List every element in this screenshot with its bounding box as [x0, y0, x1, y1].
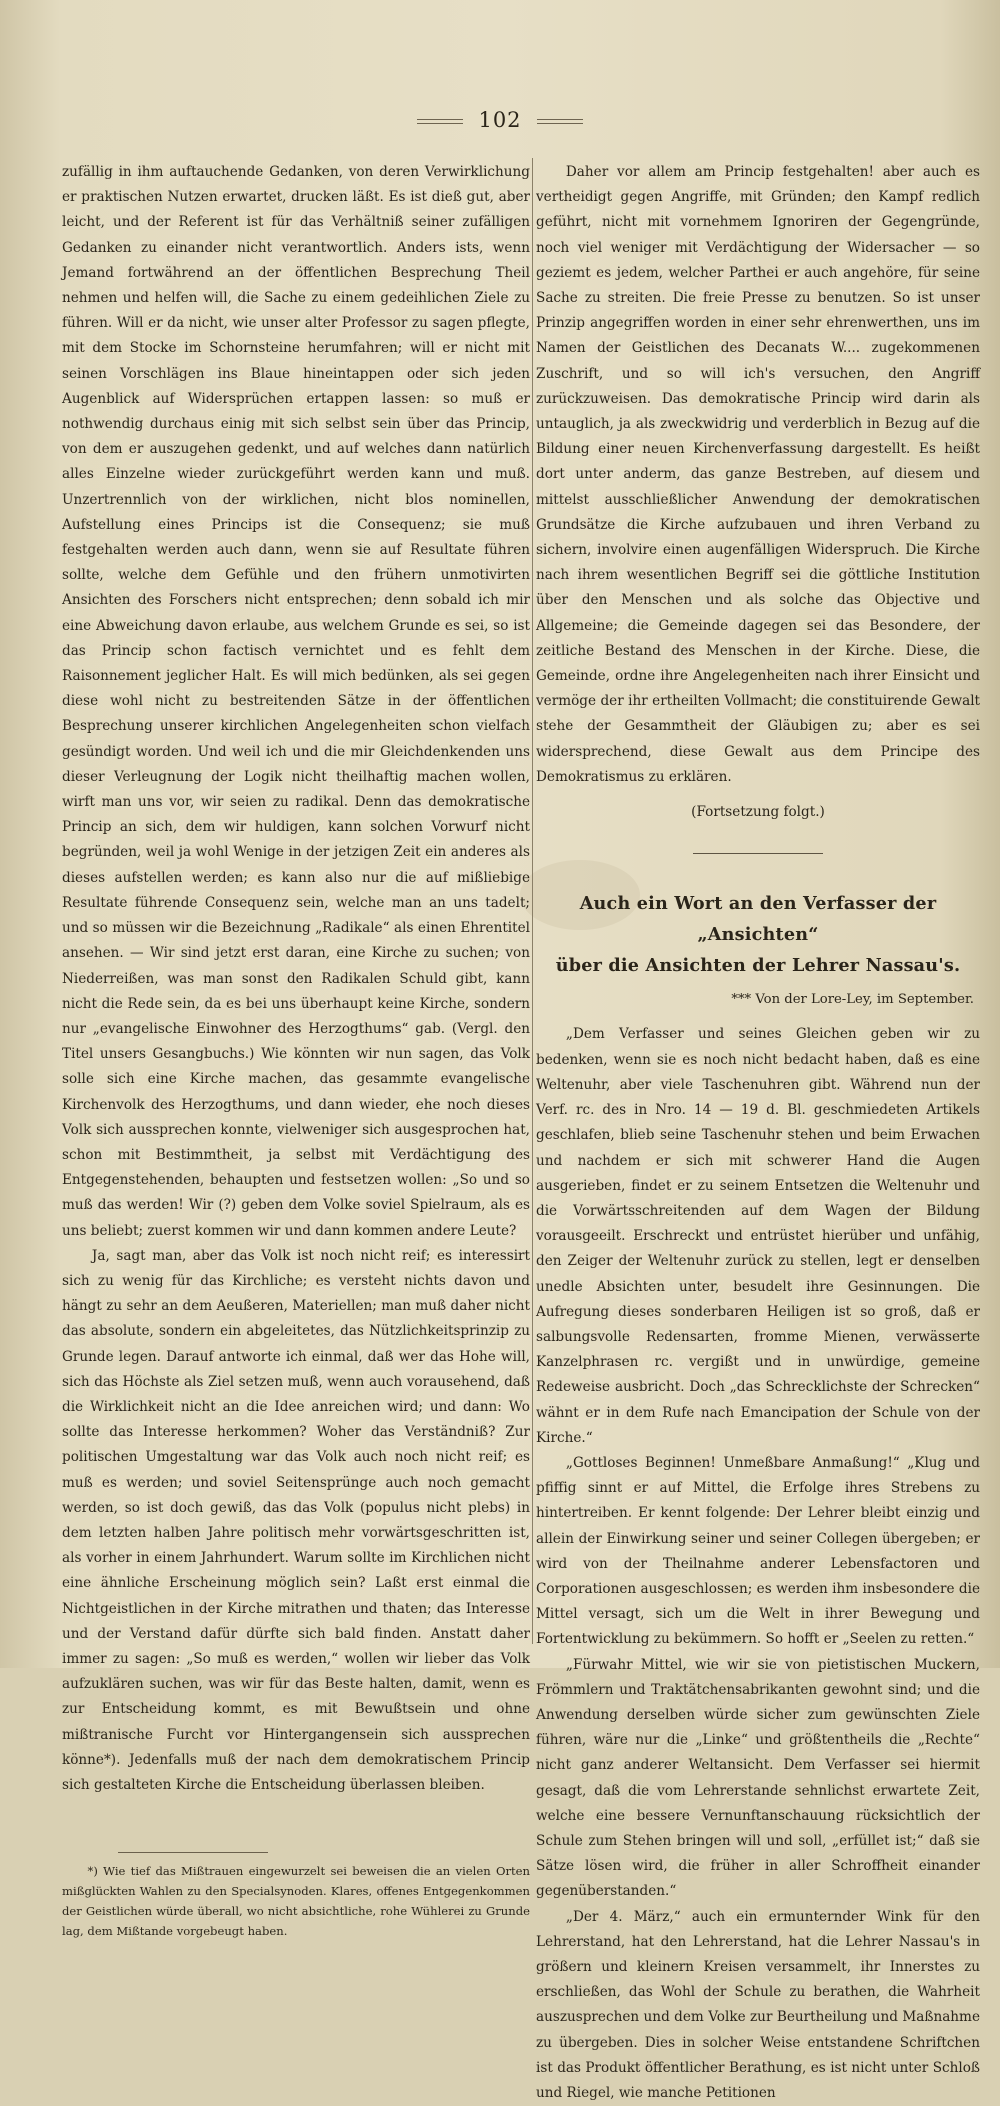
left-paragraph-1: zufällig in ihm auftauchende Gedanken, von deren Verwirklichung er praktischen Nutzen erwartet, drucken läßt. Es ist dieß gut, aber leicht, und der Referent ist für das Verhältniß seiner zufälligen Gedanken zu einander nicht verantwortlich. Anders ists, wenn Jemand fortwährend an der öffentlichen Besprechung Theil nehmen und helfen will, die Sache zu einem gedeihlichen Ziele zu führen. Will er da nicht, wie unser alter Professor zu sagen pflegte, mit dem Stocke im Schornsteine herumfahren; will er nicht mit seinen Vorschlägen ins Blaue hineintappen oder sich jeden Augenblick auf Widersprüchen ertappen lassen: so muß er nothwendig durchaus einig mit sich selbst sein über das Princip, von dem er auszugehen gedenkt, und auf welches dann natürlich alles Einzelne wieder zurückgeführt werden kann und muß. Unzertrennlich von der wirklichen, nicht blos nominellen, Aufstellung eines Princips ist die Consequenz; sie muß festgehalten werden auch dann, wenn sie auf Resultate führen sollte, welche dem Gefühle und den frühern unmotivirten Ansichten des Forschers nicht entsprechen; denn sobald ich mir eine Abweichung davon erlaube, aus welchem Grunde es sei, so ist das Princip schon factisch vernichtet und es fehlt dem Raisonnement jeglicher Halt. Es will mich bedünken, als sei gegen diese wohl nicht zu bestreitenden Sätze in der öffentlichen Besprechung unserer kirchlichen Angelegenheiten schon vielfach gesündigt worden. Und weil ich und die mir Gleichdenkenden uns dieser Verleugnung der Logik nicht theilhaftig machen wollen, wirft man uns vor, wir seien zu radikal. Denn das demokratische Princip an sich, dem wir huldigen, kann solchen Vorwurf nicht begründen, weil ja wohl Wenige in der jetzigen Zeit ein anderes als dieses aufstellen werden; es kann also nur die auf mißliebige Resultate führende Consequenz sein, welche man an uns tadelt; und so müssen wir die Bezeichnung „Radikale“ als einen Ehrentitel ansehen. — Wir sind jetzt erst daran, eine Kirche zu suchen; von Niederreißen, was man sonst den Radikalen Schuld gibt, kann nicht die Rede sein, da es bei uns überhaupt keine Kirche, sondern nur „evangelische Einwohner des Herzogthums“ gab. (Vergl. den Titel unsers Gesangbuchs.) Wie könnten wir nun sagen, das Volk solle sich eine Kirche machen, das gesammte evangelische Kirchenvolk des Herzogthums, und dann wieder, ehe noch dieses Volk sich aussprechen konnte, vielweniger sich ausgesprochen hat, schon mit Bestimmtheit, ja selbst mit Verdächtigung des Entgegenstehenden, behaupten und festsetzen wollen: „So und so muß das werden! Wir (?) geben dem Volke soviel Spielraum, als es uns beliebt; zuerst kommen wir und dann kommen andere Leute? — [62, 164, 530, 1239]
left-column — [62, 160, 530, 1941]
header-ornament-left — [417, 119, 463, 124]
article-title-line-2: über die Ansichten der Lehrer Nassau's. — [555, 955, 961, 977]
article-title-line-1: Auch ein Wort an den Verfasser der „Ansichten“ — [579, 893, 937, 946]
article-paragraph-4: „Der 4. März,“ auch ein ermunternder Wink für den Lehrerstand, hat den Lehrerstand, hat die Lehrer Nassau's in größern und kleinern Kreisen versammelt, ihr Innerstes zu erschließen, das Wohl der Schule zu berathen, die Wahrheit auszusprechen und dem Volke zur Beurtheilung und Maßnahme zu übergeben. Dies in solcher Weise entstandene Schriftchen ist das Produkt öffentlicher Berathung, es ist nicht unter Schloß und Riegel, wie manche Petitionen — [536, 1908, 980, 2102]
article-separator — [693, 853, 823, 854]
header-ornament-right — [537, 119, 583, 124]
right-paragraph-1: Daher vor allem am Princip festgehalten! aber auch es vertheidigt gegen Angriffe, mit Gründen; den Kampf redlich geführt, nicht mit vornehmem Ignoriren der Gegengründe, noch viel weniger mit Verdächtigung der Widersacher — so geziemt es jedem, welcher Parthei er auch angehöre, für seine Sache zu streiten. Die freie Presse zu benutzen. So ist unser Prinzip angegriffen worden in einer sehr ehrenwerthen, uns im Namen der Geistlichen des Decanats W.... zugekommenen Zuschrift, und so will ich's versuchen, den Angriff zurückzuweisen. Das demokratische Princip wird darin als untauglich, ja als zweckwidrig und verderblich in Bezug auf die Bildung einer neuen Kirchenverfassung dargestellt. Es heißt dort unter anderm, das ganze Bestreben, auf diesem und mittelst ausschließlicher Anwendung der demokratischen Grundsätze die Kirche aufzubauen und ihren Verband zu sichern, involvire einen augenfälligen Widerspruch. Die Kirche nach ihrem wesentlichen Begriff sei die göttliche Institution über den Menschen und als solche das Objective und Allgemeine; die Gemeinde dagegen sei das Besondere, der zeitliche Bestand des Menschen in der Kirche. Diese, die Gemeinde, ordne ihre Angelegenheiten nach ihrer Einsicht und vermöge der ihr ertheilten Vollmacht; die constituirende Gewalt stehe der Gesammtheit der Gläubigen zu; aber es sei widersprechend, diese Gewalt aus dem Principe des Demokratismus zu erklären. — [536, 164, 980, 785]
article-paragraph-2: „Gottloses Beginnen! Unmeßbare Anmaßung!“ „Klug und pfiffig sinnt er auf Mittel, die Erfolge ihres Strebens zu hintertreiben. Er kennt folgende: Der Lehrer bleibt einzig und allein der Einwirkung seiner und seiner Collegen übergeben; er wird von der Theilnahme anderer Lebensfactoren und Corporationen ausgeschlossen; es werden ihm insbesondere die Mittel versagt, sich um die Welt in ihrer Bewegung und Fortentwicklung zu bekümmern. So hofft er „Seelen zu retten.“ — [536, 1454, 980, 1648]
page-number: 102 — [478, 108, 522, 132]
right-column — [536, 160, 980, 2106]
footnote: *) Wie tief das Mißtrauen eingewurzelt sei beweisen die an vielen Orten mißglückten Wahlen zu den Specialsynoden. Klares, offenes Entgegenkommen der Geistlichen würde überall, wo nicht absichtliche, rohe Wühlerei zu Grunde lag, dem Mißtande vorgebeugt haben. — [62, 1864, 530, 1939]
left-paragraph-2: Ja, sagt man, aber das Volk ist noch nicht reif; es interessirt sich zu wenig für das Kirchliche; es versteht nichts davon und hängt zu sehr an dem Aeußeren, Materiellen; man muß daher nicht das absolute, sondern ein abgeleitetes, das Nützlichkeitsprinzip zu Grunde legen. Darauf antworte ich einmal, daß wer das Hohe will, sich das Höchste als Ziel setzen muß, wenn auch vorausehend, daß die Wirklichkeit nicht an die Idee anreichen wird; und dann: Wo sollte das Interesse herkommen? Woher das Verständniß? Zur politischen Umgestaltung war das Volk auch noch nicht reif; es muß es werden; und soviel Seitensprünge auch noch gemacht werden, so ist doch gewiß, das das Volk (populus nicht plebs) in dem letzten halben Jahre politisch mehr vorwärtsgeschritten ist, als vorher in einem Jahrhundert. Warum sollte im Kirchlichen nicht eine ähnliche Erscheinung möglich sein? Laßt erst einmal die Nichtgeistlichen in der Kirche mitrathen und thaten; das Interesse und der Verstand dafür dürfte sich bald finden. Anstatt daher immer zu sagen: „So muß es werden,“ wollen wir lieber das Volk aufzuklären suchen, was wir für das Beste halten, damit, wenn es zur Entscheidung kommt, es mit Bewußtsein und ohne mißtranische Furcht vor Hintergangensein sich aussprechen könne*). Jedenfalls muß der nach dem demokratischem Princip sich gestalteten Kirche die Entscheidung überlassen bleiben. — [62, 1247, 530, 1793]
page-header — [0, 108, 1000, 132]
article-paragraph-3: „Fürwahr Mittel, wie wir sie von pietistischen Muckern, Frömmlern und Traktätchensabrikanten gewohnt sind; und die Anwendung derselben würde sicher zum gewünschten Ziele führen, wäre nur die „Linke“ und größtentheils die „Rechte“ nicht ganz anderer Weltansicht. Dem Verfasser sei hiermit gesagt, daß die vom Lehrerstande sehnlichst erwartete Zeit, welche eine bessere Vernunftanschauung rücksichtlich der Schule zum Stehen bringen will und soll, „erfüllet ist;“ daß sie Sätze lösen wird, die früher in aller Schroffheit einander gegenüberstanden.“ — [536, 1656, 980, 1900]
footnote-rule — [118, 1852, 268, 1853]
article-paragraph-1: „Dem Verfasser und seines Gleichen geben wir zu bedenken, wenn sie es noch nicht bedacht haben, daß es eine Weltenuhr, aber viele Taschenuhren gibt. Während nun der Verf. rc. des in Nro. 14 — 19 d. Bl. geschmiedeten Artikels geschlafen, blieb seine Taschenuhr stehen und beim Erwachen und nachdem er sich mit schwerer Hand die Augen ausgerieben, findet er zu seinem Entsetzen die Weltenuhr und die Vorwärtsschreitenden auf dem Wagen der Bildung vorausgeeilt. Erschreckt und entrüstet hierüber und unfähig, den Zeiger der Weltenuhr zurück zu stellen, legt er denselben unedle Absichten unter, besudelt ihre Gesinnungen. Die Aufregung dieses sonderbaren Heiligen ist so groß, daß er salbungsvolle Redensarten, fromme Mienen, verwässerte Kanzelphrasen rc. vergißt und in unwürdige, gemeine Redeweise ausbricht. Doch „das Schrecklichste der Schrecken“ wähnt er in dem Rufe nach Emancipation der Schule von der Kirche.“ — [536, 1026, 980, 1446]
article-byline: *** Von der Lore-Ley, im September. — [731, 992, 974, 1008]
column-divider — [532, 158, 533, 1644]
continued-note: (Fortsetzung folgt.) — [691, 804, 825, 821]
